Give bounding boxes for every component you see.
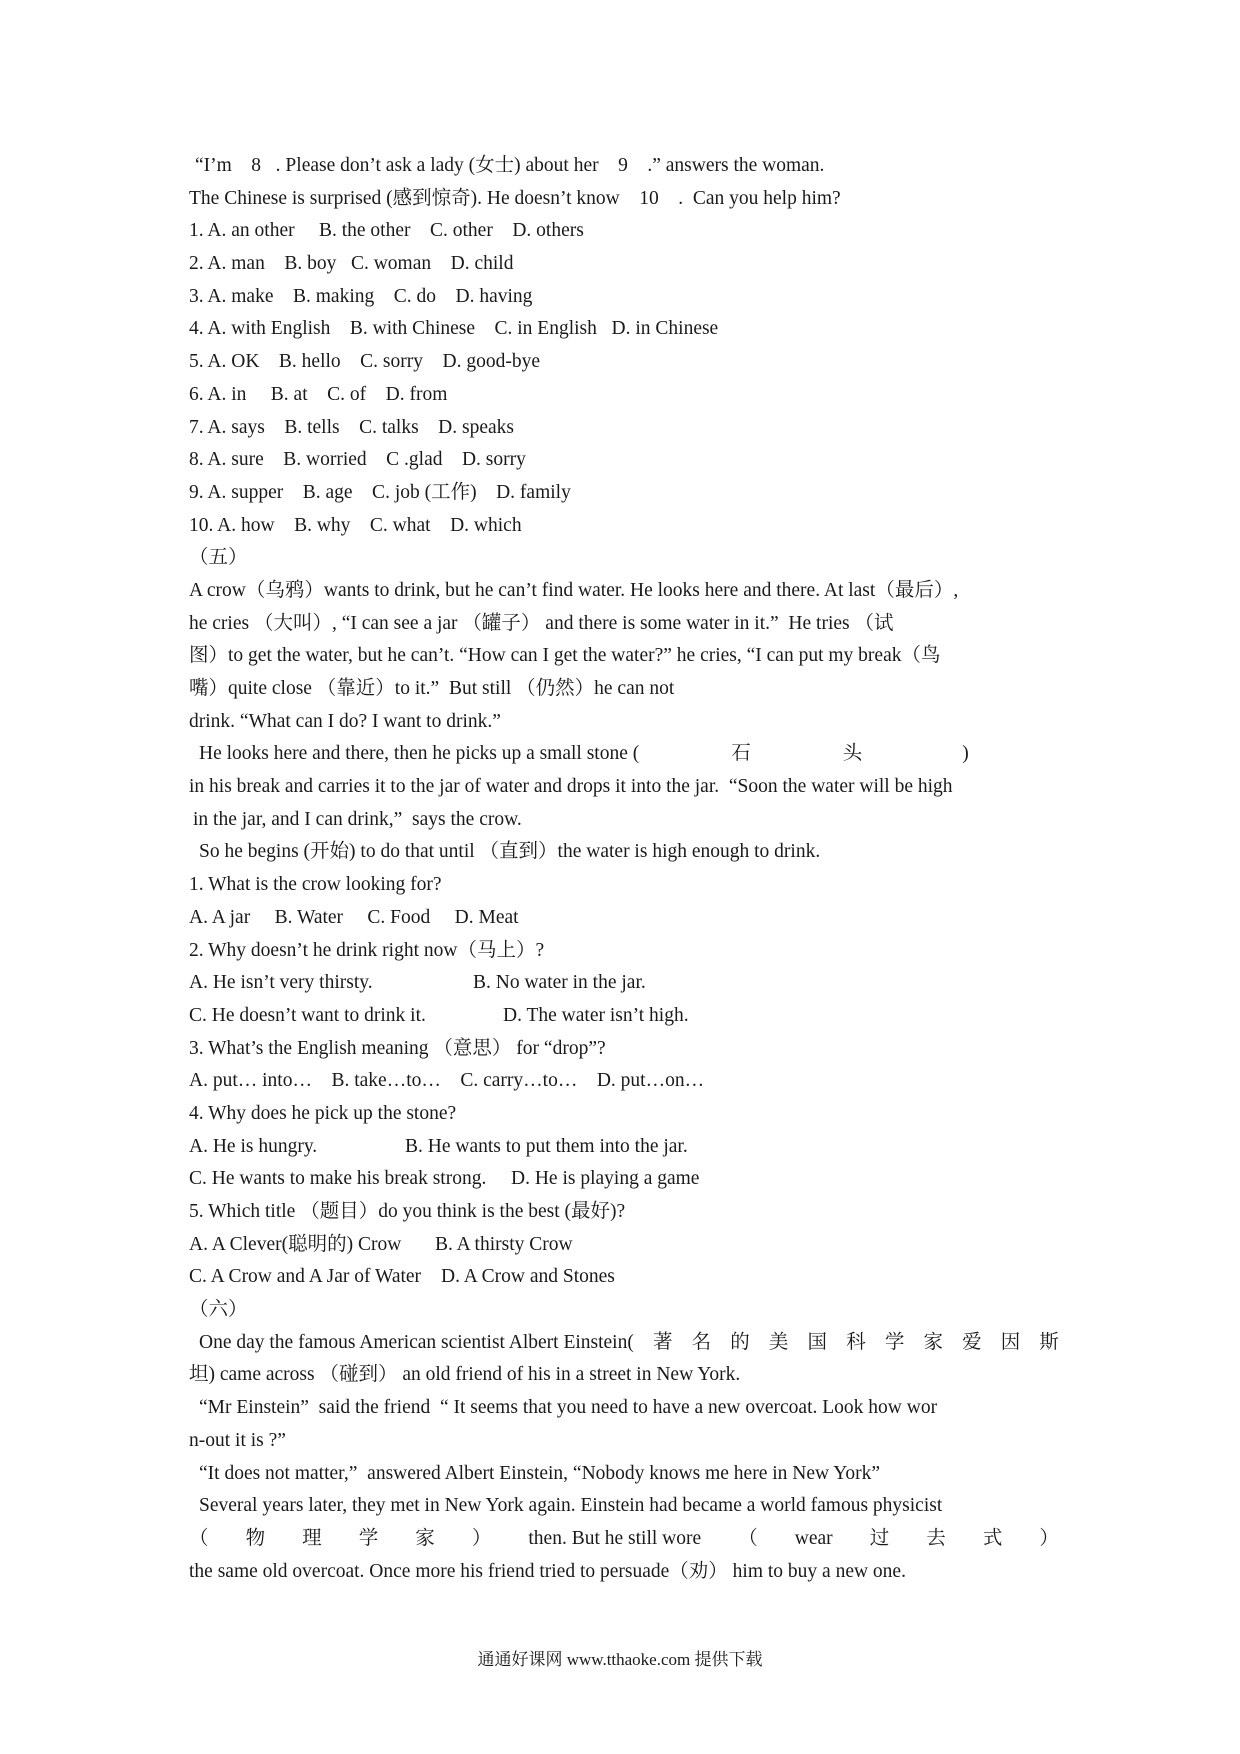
option-line: 6. A. in B. at C. of D. from bbox=[189, 383, 448, 405]
question: 5. Which title （题目）do you think is the best (最好)? bbox=[189, 1201, 626, 1222]
text-span: （ bbox=[738, 1527, 758, 1549]
text-span: then. But he still wore bbox=[528, 1527, 702, 1549]
question-options: A. A jar B. Water C. Food D. Meat bbox=[189, 906, 519, 928]
question-options bbox=[189, 1163, 1059, 1196]
question-options bbox=[189, 967, 1059, 1000]
option: A. He is hungry. bbox=[189, 1135, 318, 1157]
text-span: 美 bbox=[768, 1331, 789, 1353]
question: 4. Why does he pick up the stone? bbox=[189, 1102, 457, 1124]
option: D. He is playing a game bbox=[511, 1168, 700, 1190]
passage-line: So he begins (开始) to do that until （直到）the water is high enough to drink. bbox=[199, 841, 821, 863]
option-line: 3. A. make B. making C. do D. having bbox=[189, 285, 533, 307]
option-line: 5. A. OK B. hello C. sorry D. good-bye bbox=[189, 351, 540, 373]
text-span: （ bbox=[189, 1527, 209, 1549]
passage-line: drink. “What can I do? I want to drink.” bbox=[189, 710, 501, 732]
option: D. The water isn’t high. bbox=[503, 1004, 689, 1026]
passage-line bbox=[189, 738, 1059, 771]
text-span: 式 bbox=[982, 1527, 1003, 1549]
option-line: 4. A. with English B. with Chinese C. in English D. in Chinese bbox=[189, 318, 719, 340]
option-line: 1. A. an other B. the other C. other D. others bbox=[189, 220, 584, 242]
passage-line: n-out it is ?” bbox=[189, 1429, 286, 1451]
passage-line bbox=[189, 1327, 1059, 1360]
text-span: 爱 bbox=[962, 1331, 982, 1353]
passage-line: in the jar, and I can drink,” says the crow. bbox=[193, 808, 522, 830]
option-line: 2. A. man B. boy C. woman D. child bbox=[189, 253, 514, 275]
passage-line: 图）to get the water, but he can’t. “How can I get the water?” he cries, “I can put my break（鸟 bbox=[189, 645, 941, 667]
text-span: 头 bbox=[842, 743, 863, 765]
text-span: 石 bbox=[731, 743, 751, 765]
passage-line: The Chinese is surprised (感到惊奇). He doesn’t know 10 . Can you help him? bbox=[189, 187, 841, 209]
option-line: 9. A. supper B. age C. job (工作) D. family bbox=[189, 481, 571, 503]
passage-line: “It does not matter,” answered Albert Einstein, “Nobody knows me here in New York” bbox=[199, 1462, 881, 1484]
section-heading: （五） bbox=[189, 547, 248, 569]
text-span: 国 bbox=[807, 1331, 828, 1353]
option: A. A Clever(聪明的) Crow bbox=[189, 1233, 402, 1255]
passage-line: A crow（乌鸦）wants to drink, but he can’t find water. He looks here and there. At last（最后）, bbox=[189, 579, 959, 601]
option-line: 8. A. sure B. worried C .glad D. sorry bbox=[189, 449, 526, 471]
passage-line: “I’m 8 . Please don’t ask a lady (女士) about her 9 .” answers the woman. bbox=[195, 155, 825, 176]
question-options bbox=[189, 1229, 1059, 1262]
option: C. He wants to make his break strong. bbox=[189, 1168, 487, 1190]
option: A. He isn’t very thirsty. bbox=[189, 972, 373, 994]
question: 3. What’s the English meaning （意思） for “drop”? bbox=[189, 1037, 606, 1059]
question-options bbox=[189, 1000, 1059, 1033]
option: D. A Crow and Stones bbox=[441, 1266, 615, 1288]
text-span: 的 bbox=[730, 1331, 750, 1353]
option: B. He wants to put them into the jar. bbox=[405, 1135, 688, 1157]
text-span: 过 bbox=[869, 1527, 890, 1549]
option-line: 10. A. how B. why C. what D. which bbox=[189, 514, 522, 536]
text-span: 物 bbox=[245, 1527, 266, 1549]
text-span: 学 bbox=[358, 1527, 379, 1549]
question-options: A. put… into… B. take…to… C. carry…to… D. put…on… bbox=[189, 1070, 705, 1092]
text-span: 名 bbox=[691, 1331, 712, 1353]
question: 2. Why doesn’t he drink right now（马上）? bbox=[189, 939, 545, 961]
section-heading: （六） bbox=[189, 1299, 248, 1321]
question-options bbox=[189, 1261, 1059, 1294]
text-span: 学 bbox=[884, 1331, 905, 1353]
option-line: 7. A. says B. tells C. talks D. speaks bbox=[189, 416, 514, 438]
passage-line: 坦) came across （碰到） an old friend of his in a street in New York. bbox=[189, 1364, 741, 1386]
text-span: 家 bbox=[415, 1527, 435, 1549]
option: C. He doesn’t want to drink it. bbox=[189, 1004, 426, 1026]
text-span: 家 bbox=[923, 1331, 943, 1353]
text-span: One day the famous American scientist Albert Einstein( bbox=[199, 1331, 634, 1353]
text-span: wear bbox=[794, 1527, 833, 1549]
passage-line: the same old overcoat. Once more his friend tried to persuade（劝） him to buy a new one. bbox=[189, 1560, 906, 1582]
page-content bbox=[189, 150, 1059, 1588]
passage-line: he cries （大叫）, “I can see a jar （罐子） and there is some water in it.” He tries （试 bbox=[189, 612, 894, 634]
question: 1. What is the crow looking for? bbox=[189, 874, 442, 896]
passage-line: “Mr Einstein” said the friend “ It seems that you need to have a new overcoat. Look how wor bbox=[199, 1397, 938, 1419]
passage-line: 嘴）quite close （靠近）to it.” But still （仍然）he can not bbox=[189, 678, 675, 699]
text-span: He looks here and there, then he picks up a small stone ( bbox=[199, 743, 640, 765]
text-span: ） bbox=[471, 1527, 492, 1549]
text-span: 理 bbox=[302, 1527, 322, 1549]
option: B. No water in the jar. bbox=[473, 972, 646, 994]
passage-line: Several years later, they met in New York again. Einstein had became a world famous physicist bbox=[199, 1495, 943, 1517]
question-options bbox=[189, 1131, 1059, 1164]
text-span: 斯 bbox=[1039, 1331, 1059, 1353]
option: B. A thirsty Crow bbox=[435, 1233, 573, 1255]
text-span: 著 bbox=[652, 1331, 673, 1353]
text-span: 去 bbox=[926, 1527, 946, 1549]
option: C. A Crow and A Jar of Water bbox=[189, 1266, 422, 1288]
text-span: ） bbox=[1039, 1527, 1059, 1549]
passage-line bbox=[189, 1523, 1059, 1556]
text-span: ) bbox=[962, 743, 969, 765]
text-span: 科 bbox=[846, 1331, 866, 1353]
text-span: 因 bbox=[1000, 1331, 1021, 1353]
passage-line: in his break and carries it to the jar of water and drops it into the jar. “Soon the water will be high bbox=[189, 776, 953, 798]
page-footer: 通通好课网 www.tthaoke.com 提供下载 bbox=[477, 1650, 763, 1669]
